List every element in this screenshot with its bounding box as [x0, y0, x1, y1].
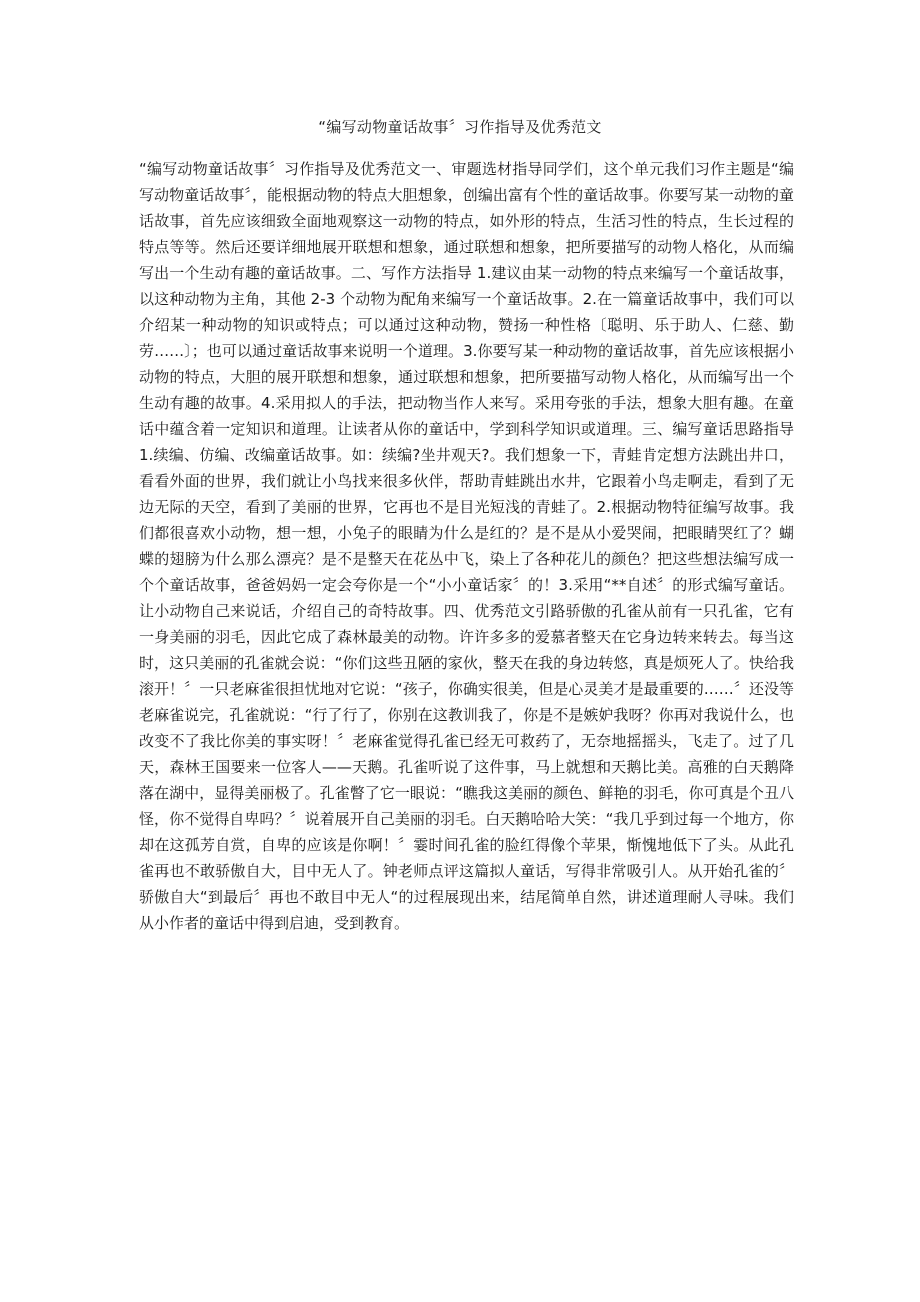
document-body-paragraph: “编写动物童话故事〞习作指导及优秀范文一、审题选材指导同学们，这个单元我们习作主题是“编写动物童话故事〞，能根据动物的特点大胆想象，创编出富有个性的童话故事。你要写某一动物的童话故事，首先应该细致全面地观察这一动物的特点，如外形的特点，生活习性的特点，生长过程的特点等等。然后还要详细地展开联想和想象，通过联想和想象，把所要描写的动物人格化，从而编写出一个生动有趣的童话故事。二、写作方法指导 1.建议由某一动物的特点来编写一个童话故事，以这种动物为主角，其他 2-3 个动物为配角来编写一个童话故事。2.在一篇童话故事中，我们可以介绍某一种动物的知识或特点；可以通过这种动物，赞扬一种性格〔聪明、乐于助人、仁慈、勤劳……〕；也可以通过童话故事来说明一个道理。3.你要写某一种动物的童话故事，首先应该根据小动物的特点，大胆的展开联想和想象，通过联想和想象，把所要描写动物人格化，从而编写出一个生动有趣的故事。4.采用拟人的手法，把动物当作人来写。采用夸张的手法，想象大胆有趣。在童话中蕴含着一定知识和道理。让读者从你的童话中，学到科学知识或道理。三、编写童话思路指导 1.续编、仿编、改编童话故事。如：续编?坐井观天?。我们想象一下，青蛙肯定想方法跳出井口，看看外面的世界，我们就让小鸟找来很多伙伴，帮助青蛙跳出水井，它跟着小鸟走啊走，看到了无边无际的天空，看到了美丽的世界，它再也不是目光短浅的青蛙了。2.根据动物特征编写故事。我们都很喜欢小动物，想一想，小兔子的眼睛为什么是红的？是不是从小爱哭闹，把眼睛哭红了？蝴蝶的翅膀为什么那么漂亮？是不是整天在花丛中飞，染上了各种花儿的颜色？把这些想法编写成一个个童话故事，爸爸妈妈一定会夸你是一个“小小童话家〞的！3.采用“**自述〞的形式编写童话。让小动物自己来说话，介绍自己的奇特故事。四、优秀范文引路骄傲的孔雀从前有一只孔雀，它有一身美丽的羽毛，因此它成了森林最美的动物。许许多多的爱慕者整天在它身边转来转去。每当这时，这只美丽的孔雀就会说：“你们这些丑陋的家伙，整天在我的身边转悠，真是烦死人了。快给我滚开！〞一只老麻雀很担忧地对它说：“孩子，你确实很美，但是心灵美才是最重要的……〞还没等老麻雀说完，孔雀就说：“行了行了，你别在这教训我了，你是不是嫉妒我呀？你再对我说什么，也改变不了我比你美的事实呀！〞老麻雀觉得孔雀已经无可救药了，无奈地摇摇头，飞走了。过了几天，森林王国要来一位客人——天鹅。孔雀听说了这件事，马上就想和天鹅比美。高雅的白天鹅降落在湖中，显得美丽极了。孔雀瞥了它一眼说：“瞧我这美丽的颜色、鲜艳的羽毛，你可真是个丑八怪，你不觉得自卑吗？〞说着展开自己美丽的羽毛。白天鹅哈哈大笑：“我几乎到过每一个地方，你却在这孤芳自赏，自卑的应该是你啊！〞霎时间孔雀的脸红得像个苹果，惭愧地低下了头。从此孔雀再也不敢骄傲自大，目中无人了。钟老师点评这篇拟人童话，写得非常吸引人。从开始孔雀的〞骄傲自大“到最后〞再也不敢目中无人“的过程展现出来，结尾简单自然，讲述道理耐人寻味。我们从小作者的童话中得到启迪，受到教育。	[139, 160, 794, 932]
document-title: “编写动物童话故事〞习作指导及优秀范文	[318, 118, 602, 136]
